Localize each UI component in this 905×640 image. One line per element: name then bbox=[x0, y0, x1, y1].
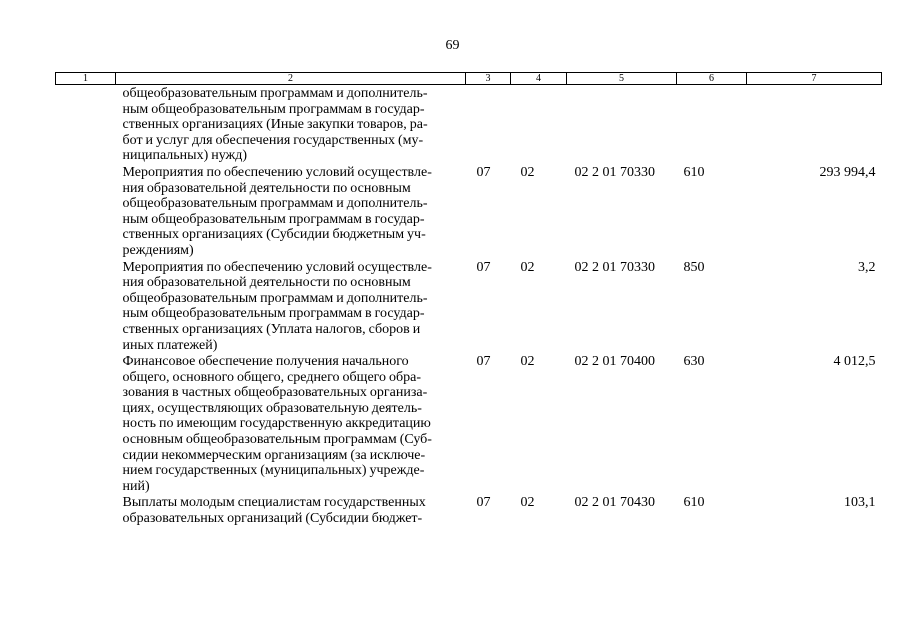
target-article-cell: 02 2 01 70330 bbox=[574, 164, 655, 180]
expense-type-cell: 610 bbox=[683, 495, 705, 511]
expense-name-cell bbox=[116, 164, 466, 259]
table-row bbox=[56, 353, 882, 494]
expense-name-line: Мероприятия по обеспечению условий осуществле- bbox=[122, 259, 432, 275]
subsection-code-cell: 02 bbox=[520, 354, 535, 370]
expense-name-line: общеобразовательным программам и дополнитель- bbox=[122, 86, 428, 101]
expense-type-cell: 850 bbox=[683, 259, 705, 275]
table-row bbox=[56, 164, 882, 259]
column-header-6: 6 bbox=[677, 73, 747, 85]
expense-name-line: ния образовательной деятельности по основным bbox=[122, 275, 411, 291]
expense-name-line: ниципальных) нужд) bbox=[122, 148, 247, 164]
amount-cell bbox=[747, 85, 882, 164]
column-header-1: 1 bbox=[56, 73, 116, 85]
row-number-cell bbox=[56, 353, 116, 494]
expense-type-cell: 630 bbox=[683, 354, 705, 370]
subsection-code-cell: 02 bbox=[520, 495, 535, 511]
expense-name-line: Финансовое обеспечение получения начального bbox=[122, 354, 409, 370]
expense-name-line: Мероприятия по обеспечению условий осуществле- bbox=[122, 164, 432, 180]
section-code-cell: 07 bbox=[476, 354, 491, 370]
expense-type-cell bbox=[677, 85, 747, 164]
amount-cell: 293 994,4 bbox=[819, 164, 876, 180]
expense-name-line: ния образовательной деятельности по основным bbox=[122, 180, 411, 196]
section-code-cell: 07 bbox=[476, 164, 491, 180]
section-code-cell: 07 bbox=[476, 495, 491, 511]
table-row bbox=[56, 494, 882, 526]
page-number: 69 bbox=[445, 38, 460, 53]
expense-name-line: образовательных организаций (Субсидии бюджет- bbox=[122, 511, 423, 527]
expense-name-line: ний) bbox=[122, 478, 150, 494]
column-header-7: 7 bbox=[747, 73, 882, 85]
expense-name-line: сидии некоммерческим организациям (за исключе- bbox=[122, 447, 426, 463]
expense-name-line: ственных организациях (Уплата налогов, сборов и bbox=[122, 321, 421, 337]
column-number-row bbox=[56, 73, 882, 85]
row-number-cell bbox=[56, 164, 116, 259]
expense-name-line: циях, осуществляющих образовательную деятель- bbox=[122, 400, 422, 416]
expense-name-cell bbox=[116, 494, 466, 526]
target-article-cell bbox=[567, 85, 677, 164]
section-code-cell bbox=[466, 85, 511, 164]
table-row bbox=[56, 259, 882, 354]
expense-name-line: ственных организациях (Иные закупки товаров, ра- bbox=[122, 117, 428, 133]
expense-name-line: ственных организациях (Субсидии бюджетным уч- bbox=[122, 227, 426, 243]
subsection-code-cell: 02 bbox=[520, 259, 535, 275]
target-article-cell: 02 2 01 70400 bbox=[574, 354, 655, 370]
amount-cell: 3,2 bbox=[858, 259, 876, 275]
column-header-2: 2 bbox=[116, 73, 466, 85]
section-code-cell: 07 bbox=[476, 259, 491, 275]
amount-cell: 103,1 bbox=[844, 495, 876, 511]
column-header-5: 5 bbox=[567, 73, 677, 85]
subsection-code-cell bbox=[511, 85, 567, 164]
budget-rows bbox=[56, 85, 882, 527]
target-article-cell: 02 2 01 70330 bbox=[574, 259, 655, 275]
expense-name-line: бот и услуг для обеспечения государственных (му- bbox=[122, 132, 424, 148]
expense-name-line: реждениям) bbox=[122, 242, 194, 258]
expense-name-line: ным общеобразовательным программам в государ- bbox=[122, 101, 425, 117]
column-header-4: 4 bbox=[511, 73, 567, 85]
expense-name-line: общеобразовательным программам и дополнитель- bbox=[122, 196, 428, 212]
expense-name-line: ность по имеющим государственную аккредитацию bbox=[122, 416, 431, 432]
expense-name-line: ным общеобразовательным программам в государ- bbox=[122, 306, 425, 322]
amount-cell: 4 012,5 bbox=[833, 354, 876, 370]
expense-name-line: ным общеобразовательным программам в государ- bbox=[122, 211, 425, 227]
row-number-cell bbox=[56, 259, 116, 354]
expense-name-cell bbox=[116, 85, 466, 164]
expense-type-cell: 610 bbox=[683, 164, 705, 180]
budget-table bbox=[55, 72, 882, 527]
expense-name-line: зования в частных общеобразовательных организа- bbox=[122, 385, 428, 401]
expense-name-cell bbox=[116, 259, 466, 354]
table-row bbox=[56, 85, 882, 164]
column-header-3: 3 bbox=[466, 73, 511, 85]
expense-name-line: иных платежей) bbox=[122, 337, 218, 353]
row-number-cell bbox=[56, 85, 116, 164]
expense-name-line: нием государственных (муниципальных) учрежде- bbox=[122, 463, 425, 479]
expense-name-cell bbox=[116, 353, 466, 494]
subsection-code-cell: 02 bbox=[520, 164, 535, 180]
expense-name-line: общеобразовательным программам и дополнитель- bbox=[122, 290, 428, 306]
target-article-cell: 02 2 01 70430 bbox=[574, 495, 655, 511]
expense-name-line: общего, основного общего, среднего общего обра- bbox=[122, 369, 422, 385]
row-number-cell bbox=[56, 494, 116, 526]
expense-name-line: Выплаты молодым специалистам государственных bbox=[122, 495, 426, 511]
expense-name-line: основным общеобразовательным программам (Суб- bbox=[122, 432, 432, 448]
